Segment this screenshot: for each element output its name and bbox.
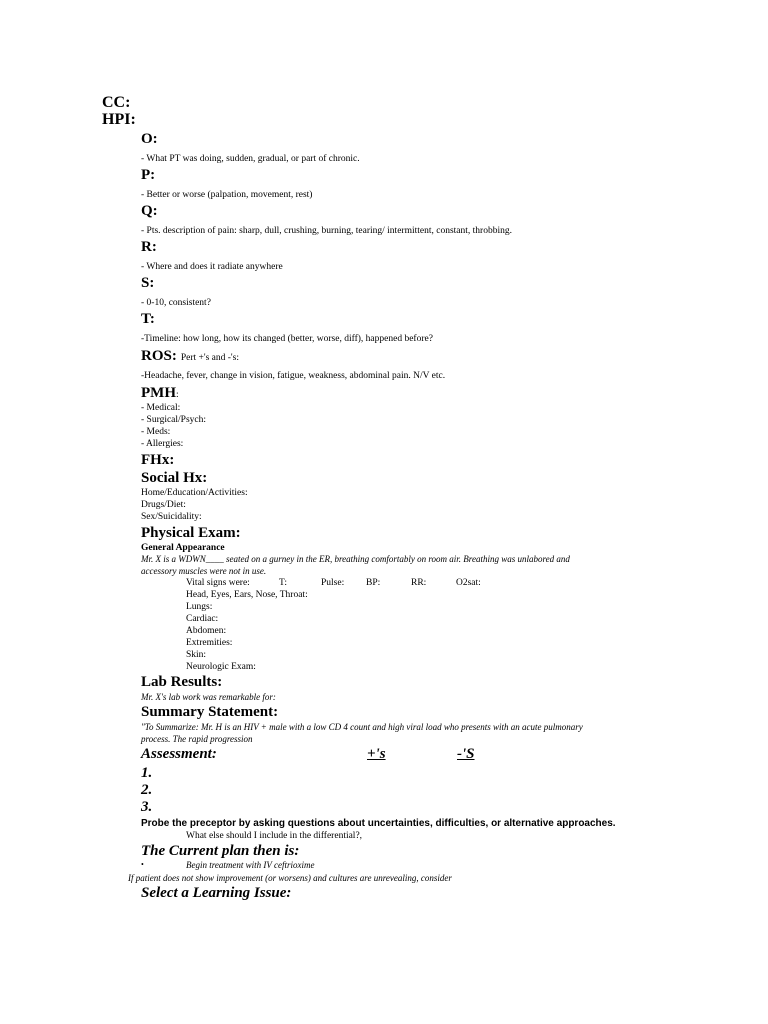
vital-temp: T:: [279, 578, 287, 588]
general-appearance-text: Mr. X is a WDWN____ seated on a gurney in the ER, breathing comfortably on room air. Breathing was unlabored and: [141, 554, 570, 564]
social-heading: Social Hx:: [141, 470, 208, 486]
general-appearance-label: General Appearance: [141, 543, 225, 553]
assessment-heading: Assessment:: [141, 746, 217, 762]
social-item: Sex/Suicidality:: [141, 512, 202, 522]
assessment-item: 1.: [141, 765, 153, 781]
summary-line-cont: process. The rapid progression: [141, 734, 253, 744]
timing-text: -Timeline: how long, how its changed (better, worse, diff), happened before?: [141, 334, 433, 344]
social-item: Drugs/Diet:: [141, 500, 186, 510]
ros-sub: Pert +'s and -'s:: [180, 353, 239, 363]
quality-label: Q:: [141, 203, 158, 219]
pertinent-negatives-label: -'S: [457, 746, 475, 762]
exam-system: Lungs:: [186, 602, 213, 612]
exam-system: Extremities:: [186, 638, 233, 648]
quality-text: - Pts. description of pain: sharp, dull, crushing, burning, tearing/ intermittent, constant, throbbing.: [141, 226, 512, 236]
plan-note: If patient does not show improvement (or worsens) and cultures are unrevealing, consider: [128, 873, 452, 883]
probe-question: What else should I include in the differential?,: [186, 831, 363, 841]
pertinent-positives-label: +'s: [367, 746, 386, 762]
vital-o2sat: O2sat:: [456, 578, 481, 588]
severity-text: - 0-10, consistent?: [141, 298, 211, 308]
exam-system: Cardiac:: [186, 614, 219, 624]
lab-results-heading: Lab Results:: [141, 674, 223, 690]
vital-pulse: Pulse:: [321, 578, 345, 588]
pmh-item: - Allergies:: [141, 439, 184, 449]
pmh-item: - Meds:: [141, 427, 171, 437]
summary-heading: Summary Statement:: [141, 704, 279, 720]
radiation-label: R:: [141, 239, 157, 255]
onset-text: - What PT was doing, sudden, gradual, or part of chronic.: [141, 154, 360, 164]
vital-rr: RR:: [411, 578, 427, 588]
assessment-item: 3.: [141, 799, 153, 815]
probe-instruction: Probe the preceptor by asking questions about uncertainties, difficulties, or alternative approaches.: [141, 818, 616, 829]
pmh-label: PMH: [141, 385, 176, 401]
timing-label: T:: [141, 311, 155, 327]
social-item: Home/Education/Activities:: [141, 488, 248, 498]
plan-item: Begin treatment with IV ceftrioxime: [186, 860, 315, 870]
exam-system: Abdomen:: [186, 626, 227, 636]
assessment-item: 2.: [141, 782, 153, 798]
radiation-text: - Where and does it radiate anywhere: [141, 262, 283, 272]
exam-system: Neurologic Exam:: [186, 662, 256, 672]
severity-label: S:: [141, 275, 155, 291]
provocation-text: - Better or worse (palpation, movement, rest): [141, 190, 313, 200]
learning-issue-heading: Select a Learning Issue:: [141, 885, 292, 901]
exam-system: Skin:: [186, 650, 207, 660]
pmh-item: - Surgical/Psych:: [141, 415, 207, 425]
provocation-label: P:: [141, 167, 156, 183]
pmh-item: - Medical:: [141, 403, 181, 413]
pmh-colon: :: [176, 390, 179, 400]
plan-heading: The Current plan then is:: [141, 843, 300, 859]
ros-heading: [141, 347, 239, 365]
lab-results-text: Mr. X's lab work was remarkable for:: [141, 692, 276, 702]
physical-exam-heading: Physical Exam:: [141, 525, 241, 541]
cc-heading: CC:: [102, 94, 131, 111]
vitals-label: Vital signs were:: [186, 578, 250, 588]
pmh-heading: [141, 384, 179, 402]
summary-line: "To Summarize: Mr. H is an HIV + male with a low CD 4 count and high viral load who presents with an acute pulmonary: [141, 722, 583, 732]
ros-label: ROS:: [141, 348, 177, 364]
ros-text: -Headache, fever, change in vision, fatigue, weakness, abdominal pain. N/V etc.: [141, 371, 446, 381]
onset-label: O:: [141, 131, 158, 147]
fhx-heading: FHx:: [141, 452, 175, 468]
plan-bullet: •: [141, 860, 144, 869]
vital-bp: BP:: [366, 578, 381, 588]
general-appearance-text-cont: accessory muscles were not in use.: [141, 566, 267, 576]
exam-system: Head, Eyes, Ears, Nose, Throat:: [186, 590, 308, 600]
hpi-heading: HPI:: [102, 111, 136, 128]
